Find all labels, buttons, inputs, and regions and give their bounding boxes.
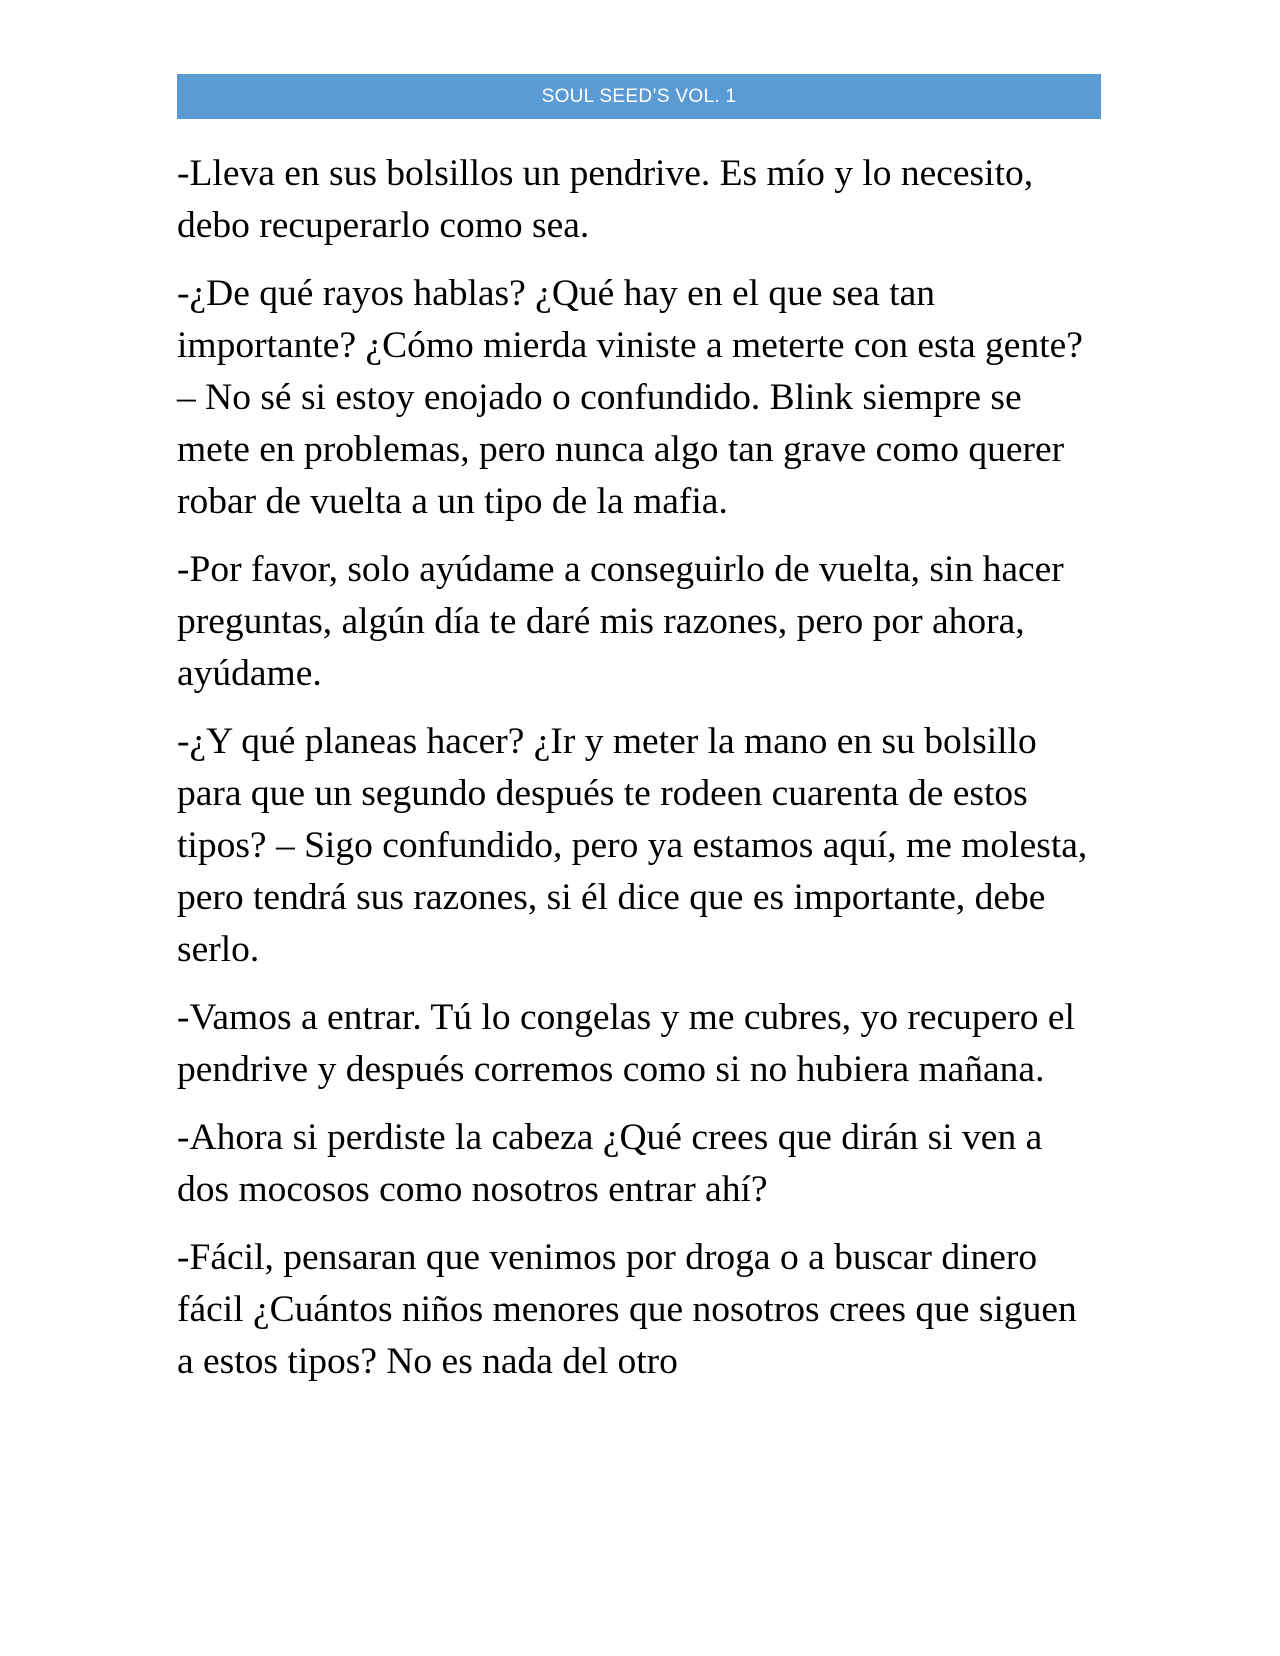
paragraph-2: -¿De qué rayos hablas? ¿Qué hay en el que sea tan importante? ¿Cómo mierda viniste a meterte con esta gente? – No sé si estoy enojado o confundido. Blink siempre se mete en problemas, pero nunca algo tan grave como querer robar de vuelta a un tipo de la mafia.: [177, 273, 1083, 522]
paragraph-4: -¿Y qué planeas hacer? ¿Ir y meter la mano en su bolsillo para que un segundo después te rodeen cuarenta de estos tipos? – Sigo confundido, pero ya estamos aquí, me molesta, pero tendrá sus razones, si él dice que es importante, debe serlo.: [177, 721, 1088, 970]
body-text: [177, 148, 1101, 1404]
running-header-title: SOUL SEED’S VOL. 1: [541, 85, 737, 107]
paragraph-1: -Lleva en sus bolsillos un pendrive. Es mío y lo necesito, debo recuperarlo como sea.: [177, 153, 1034, 246]
paragraph-6: -Ahora si perdiste la cabeza ¿Qué crees que dirán si ven a dos mocosos como nosotros entrar ahí?: [177, 1117, 1043, 1210]
paragraph-3: -Por favor, solo ayúdame a conseguirlo de vuelta, sin hacer preguntas, algún día te daré mis razones, pero por ahora, ayúdame.: [177, 549, 1064, 694]
running-header-bar: [177, 74, 1101, 119]
paragraph-7: -Fácil, pensaran que venimos por droga o a buscar dinero fácil ¿Cuántos niños menores que nosotros crees que siguen a estos tipos? No es nada del otro: [177, 1237, 1077, 1382]
paragraph-5: -Vamos a entrar. Tú lo congelas y me cubres, yo recupero el pendrive y después corremos como si no hubiera mañana.: [177, 997, 1075, 1090]
